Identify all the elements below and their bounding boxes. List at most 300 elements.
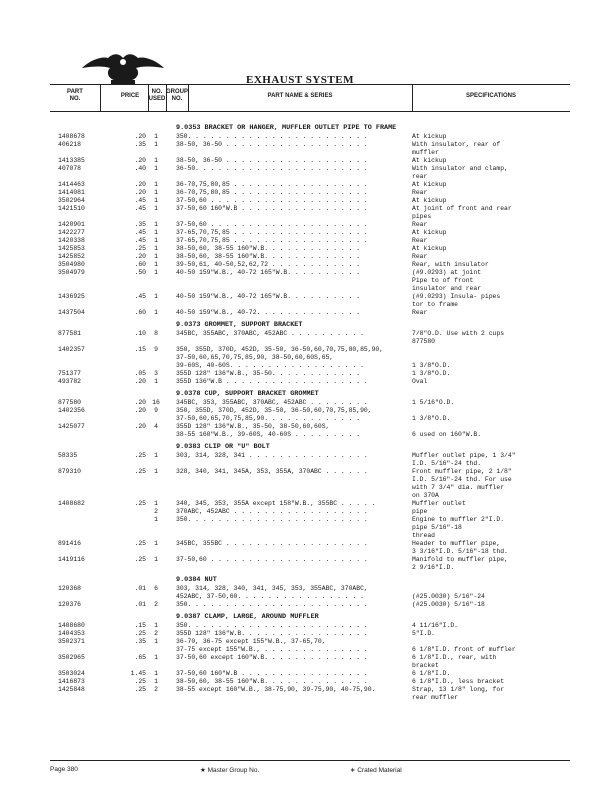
section-title: 9.0378 CUP, SUPPORT BRACKET GROMMET	[176, 390, 319, 398]
part-name: 37-75 except 155"W.B., . . . . . . . . . . . . . .	[176, 646, 368, 653]
specification: Manifold to muffler pipe,	[412, 556, 508, 563]
page-title: EXHAUST SYSTEM	[246, 74, 354, 86]
table-row	[0, 423, 612, 431]
part-name: 350, 355D, 370D, 452D, 35-50, 36-50,60,70,75,85,90,	[176, 407, 372, 414]
part-name: 37-65,70,75,85 . . . . . . . . . . . . . . . . . .	[176, 237, 368, 244]
price: .10	[134, 330, 146, 337]
number-used: 6	[154, 585, 158, 592]
table-row	[0, 370, 612, 378]
table-row	[0, 593, 612, 601]
table-row	[0, 585, 612, 593]
table-row	[0, 149, 612, 157]
specification: (#9.0293) Insula- pipes	[412, 293, 501, 300]
part-name: 40-50 159"W.B., 40-72 165"W.B. . . . . . . . . .	[176, 269, 361, 276]
table-row	[0, 245, 612, 253]
part-number: 891416	[58, 540, 82, 547]
number-used: 1	[154, 678, 158, 685]
price: .20	[134, 189, 146, 196]
number-used: 2	[154, 601, 158, 608]
part-name: 350, 355D, 370D, 452D, 35-50, 36-50,60,70,75,80,85,90,	[176, 346, 384, 353]
part-number: 1408680	[58, 622, 85, 629]
part-name: 37-50,60,65,70,75,85,90, 38-50,60,60S,65,	[176, 354, 334, 361]
specification: rear muffler	[412, 694, 459, 701]
part-number: 120368	[58, 585, 82, 592]
table-row	[0, 460, 612, 468]
part-number: 1421510	[58, 205, 85, 212]
specification: Rear	[412, 237, 428, 244]
table-row	[0, 346, 612, 354]
number-used: 1	[154, 189, 158, 196]
number-used: 1	[154, 205, 158, 212]
part-name: 350. . . . . . . . . . . . . . . . . . . . . . . .	[176, 622, 368, 629]
specification: tor to frame	[412, 301, 459, 308]
number-used: 1	[154, 293, 158, 300]
section-title: 9.0353 BRACKET OR HANGER, MUFFLER OUTLET PIPE TO FRAME	[176, 124, 397, 132]
table-row	[0, 399, 612, 407]
table-row	[0, 157, 612, 165]
price: .25	[134, 678, 146, 685]
part-number: 1436925	[58, 293, 85, 300]
price: .25	[134, 245, 146, 252]
price: .15	[134, 346, 146, 353]
specification: 1 3/8"O.D.	[412, 415, 451, 422]
table-row	[0, 601, 612, 609]
number-used: 1	[154, 181, 158, 188]
table-row	[0, 415, 612, 423]
part-number: 1437504	[58, 309, 85, 316]
table-row	[0, 181, 612, 189]
specification: At kickup	[412, 197, 447, 204]
part-name: 345BC, 355BC . . . . . . . . . . . . . . . . . . .	[176, 540, 368, 547]
table-row	[0, 622, 612, 630]
specification: At kickup	[412, 229, 447, 236]
price: .25	[134, 452, 146, 459]
table-row	[0, 269, 612, 277]
part-name: 36-50. . . . . . . . . . . . . . . . . . . . . . .	[176, 165, 368, 172]
table-row	[0, 694, 612, 702]
specification: pipe	[412, 508, 428, 515]
price: .05	[134, 370, 146, 377]
number-used: 1	[154, 253, 158, 260]
specification: Rear	[412, 221, 428, 228]
part-number: 1420901	[58, 221, 85, 228]
price: .20	[134, 378, 146, 385]
part-number: 879310	[58, 468, 82, 475]
part-number: 1404353	[58, 630, 85, 637]
part-number: 406218	[58, 141, 82, 148]
section-title: 9.0373 GROMMET, SUPPORT BRACKET	[176, 321, 303, 329]
table-row	[0, 362, 612, 370]
specification: At kickup	[412, 157, 447, 164]
specification: At kickup	[412, 181, 447, 188]
specification: on 370A	[412, 492, 439, 499]
part-name: 303, 314, 328, 340, 341, 345, 353, 355ABC, 370ABC,	[176, 585, 368, 592]
specification: 3 3/16"I.D. 5/16"-18 thd.	[412, 548, 508, 555]
parts-list	[0, 120, 612, 702]
part-number: 1408682	[58, 500, 85, 507]
table-row	[0, 330, 612, 338]
table-row	[0, 654, 612, 662]
part-name: 37-50,60 . . . . . . . . . . . . . . . . . . . . .	[176, 556, 368, 563]
specification: Oval	[412, 378, 428, 385]
number-used: 2	[154, 508, 158, 515]
part-number: 3502964	[58, 197, 85, 204]
number-used: 1	[154, 516, 158, 523]
table-row	[0, 564, 612, 572]
price: .20	[134, 407, 146, 414]
part-name: 37-50,60 160"W.B . . . . . . . . . . . . . . . . .	[176, 670, 368, 677]
col-name: PART NAME & SERIES	[267, 93, 333, 99]
part-number: 1425852	[58, 253, 85, 260]
specification: pipes	[412, 213, 432, 220]
number-used: 1	[154, 141, 158, 148]
number-used: 2	[154, 686, 158, 693]
price: .01	[134, 585, 146, 592]
part-number: 1425853	[58, 245, 85, 252]
specification: 5"I.D.	[412, 630, 436, 637]
number-used: 1	[154, 269, 158, 276]
number-used: 1	[154, 622, 158, 629]
number-used: 1	[154, 654, 158, 661]
table-row	[0, 670, 612, 678]
part-name: 38-55 160"W.B., 39-60S, 40-60S . . . . . . . . .	[176, 431, 361, 438]
specification: rear	[412, 173, 428, 180]
part-name: 350. . . . . . . . . . . . . . . . . . . . . . . .	[176, 516, 368, 523]
part-number: 3502371	[58, 638, 85, 645]
part-name: 37-50,60,65,70,75,85,90. . . . . . . . . . . . .	[176, 415, 361, 422]
part-name: 355D 128" 136"W.B., 35-50. . . . . . . . . . . .	[176, 370, 361, 377]
section-heading	[0, 386, 612, 399]
number-used: 1	[154, 452, 158, 459]
number-used: 1	[154, 378, 158, 385]
specification: Engine to muffler 2"I.D.	[412, 516, 505, 523]
table-row	[0, 293, 612, 301]
part-number: 1420338	[58, 237, 85, 244]
specification: Header to muffler pipe,	[412, 540, 501, 547]
crated-material-note: ∗ Crated Material	[350, 767, 402, 774]
table-row	[0, 165, 612, 173]
table-row	[0, 213, 612, 221]
price: .35	[134, 141, 146, 148]
price: .60	[134, 309, 146, 316]
part-name: 37-50,60 . . . . . . . . . . . . . . . . . . . . .	[176, 221, 368, 228]
part-name: 350. . . . . . . . . . . . . . . . . . . . . . . .	[176, 133, 368, 140]
specification: 1 5/16"O.D.	[412, 399, 455, 406]
specification: Front muffler pipe, 2 1/8"	[412, 468, 512, 475]
number-used: 3	[154, 370, 158, 377]
table-row	[0, 338, 612, 346]
part-number: 1425848	[58, 686, 85, 693]
table-row	[0, 524, 612, 532]
part-name: 37-50,60 160"W.B . . . . . . . . . . . . . . . . .	[176, 205, 368, 212]
table-row	[0, 133, 612, 141]
price: .45	[134, 205, 146, 212]
specification: With insulator and clamp,	[412, 165, 508, 172]
specification: 877580	[412, 338, 436, 345]
part-name: 355D 136"W.B . . . . . . . . . . . . . . . . . . .	[176, 378, 368, 385]
price: .25	[134, 468, 146, 475]
part-name: 340, 345, 353, 355A except 158"W.B., 355BC . . . . .	[176, 500, 376, 507]
part-name: 37-50,60 . . . . . . . . . . . . . . . . . . . . .	[176, 197, 368, 204]
number-used: 1	[154, 540, 158, 547]
part-name: 370ABC, 452ABC . . . . . . . . . . . . . . . . . .	[176, 508, 368, 515]
price: .40	[134, 165, 146, 172]
table-row	[0, 354, 612, 362]
table-row	[0, 468, 612, 476]
price: .25	[134, 686, 146, 693]
section-heading	[0, 572, 612, 585]
price: .15	[134, 622, 146, 629]
part-name: 345BC, 353, 355ABC, 370ABC, 452ABC . . . . . . . .	[176, 399, 368, 406]
section-heading	[0, 609, 612, 622]
part-name: 38-50, 36-50 . . . . . . . . . . . . . . . . . . .	[176, 141, 368, 148]
part-number: 1419116	[58, 556, 85, 563]
part-number: 3504979	[58, 269, 85, 276]
specification: Strap, 13 1/8" long, for	[412, 686, 505, 693]
table-row	[0, 638, 612, 646]
part-name: 38-50,60, 38-55 160"W.B. . . . . . . . . . . . .	[176, 245, 361, 252]
specification: 6 1/8"I.D.	[412, 670, 451, 677]
section-title: 9.0387 CLAMP, LARGE, AROUND MUFFLER	[176, 613, 319, 621]
col-specs: SPECIFICATIONS	[466, 93, 516, 99]
price: .45	[134, 197, 146, 204]
specification: insulator and rear	[412, 285, 482, 292]
number-used: 1	[154, 261, 158, 268]
specification: 7/8"O.D. Use with 2 cups	[412, 330, 505, 337]
price: .60	[134, 261, 146, 268]
number-used: 2	[154, 630, 158, 637]
table-row	[0, 540, 612, 548]
price: .20	[134, 253, 146, 260]
table-row	[0, 431, 612, 439]
col-used: NO. USED	[148, 89, 166, 102]
part-name: 37-65,70,75,85 . . . . . . . . . . . . . . . . . .	[176, 229, 368, 236]
part-number: 1425077	[58, 423, 85, 430]
part-number: 58335	[58, 452, 78, 459]
footer	[50, 760, 570, 774]
number-used: 1	[154, 500, 158, 507]
specification: 6 used on 160"W.B.	[412, 431, 482, 438]
price: .01	[134, 601, 146, 608]
table-row	[0, 630, 612, 638]
part-number: 877581	[58, 330, 82, 337]
part-name: 39-50,61, 40-50,52,62,72 . . . . . . . . . . . .	[176, 261, 361, 268]
price: .20	[134, 181, 146, 188]
col-price: PRICE	[120, 93, 140, 99]
table-row	[0, 378, 612, 386]
part-number: 877580	[58, 399, 82, 406]
table-row	[0, 484, 612, 492]
price: .25	[134, 500, 146, 507]
part-number: 1402356	[58, 407, 85, 414]
table-row	[0, 508, 612, 516]
table-row	[0, 646, 612, 654]
part-number: 1414463	[58, 181, 85, 188]
specification: muffler	[412, 149, 439, 156]
number-used: 1	[154, 229, 158, 236]
part-name: 303, 314, 328, 341 . . . . . . . . . . . . . . . .	[176, 452, 368, 459]
specification: I.D. 5/16"-24 thd. For use	[412, 476, 512, 483]
table-row	[0, 277, 612, 285]
part-name: 39-60S, 40-60S. . . . . . . . . . . . . . . . . .	[176, 362, 364, 369]
part-number: 1416873	[58, 678, 85, 685]
part-number: 751377	[58, 370, 82, 377]
price: .20	[134, 399, 146, 406]
specification: Muffler outlet pipe, 1 3/4"	[412, 452, 516, 459]
specification: At kickup	[412, 245, 447, 252]
specification: pipe 5/16"-18	[412, 524, 462, 531]
number-used: 16	[152, 399, 160, 406]
part-number: 1408678	[58, 133, 85, 140]
specification: 6 1/8"I.D. front of muffler	[412, 646, 516, 653]
specification: Pipe to of front	[412, 277, 474, 284]
part-number: 407078	[58, 165, 82, 172]
section-heading	[0, 120, 612, 133]
number-used: 4	[154, 423, 158, 430]
part-number: 1422277	[58, 229, 85, 236]
specification: bracket	[412, 662, 439, 669]
price: .35	[134, 221, 146, 228]
table-row	[0, 407, 612, 415]
specification: (#25.0030) 5/16"-24	[412, 593, 485, 600]
table-row	[0, 516, 612, 524]
specification: thread	[412, 532, 436, 539]
price: .35	[134, 638, 146, 645]
table-header	[50, 84, 570, 112]
page-number: Page 380	[50, 766, 78, 773]
part-number: 1413385	[58, 157, 85, 164]
table-row	[0, 173, 612, 181]
part-number: 1414081	[58, 189, 85, 196]
specification: 1 3/8"O.D.	[412, 370, 451, 377]
section-title: 9.0383 CLIP OR "U" BOLT	[176, 443, 270, 451]
part-name: 36-70,75,80,85 . . . . . . . . . . . . . . . . . .	[176, 189, 368, 196]
specification: Rear, with insulator	[412, 261, 489, 268]
part-number: 3502965	[58, 654, 85, 661]
number-used: 1	[154, 237, 158, 244]
price: 1.45	[130, 670, 146, 677]
specification: At joint of front and rear	[412, 205, 512, 212]
number-used: 1	[154, 157, 158, 164]
number-used: 1	[154, 221, 158, 228]
number-used: 1	[154, 556, 158, 563]
part-number: 120376	[58, 601, 82, 608]
specification: with 7 3/4" dia. muffler	[412, 484, 505, 491]
specification: Rear	[412, 189, 428, 196]
number-used: 1	[154, 197, 158, 204]
part-name: 38-55 except 160"W.B., 38-75,90, 39-75,90, 40-75,90.	[176, 686, 376, 693]
table-row	[0, 197, 612, 205]
price: .20	[134, 133, 146, 140]
price: .50	[134, 269, 146, 276]
table-row	[0, 662, 612, 670]
section-title: 9.0384 NUT	[176, 576, 217, 584]
number-used: 9	[154, 407, 158, 414]
number-used: 1	[154, 245, 158, 252]
price: .25	[134, 540, 146, 547]
part-number: 3503024	[58, 670, 85, 677]
part-number: 3504980	[58, 261, 85, 268]
table-row	[0, 686, 612, 694]
price: .20	[134, 157, 146, 164]
part-name: 37-50,60 except 160"W.B. . . . . . . . . . . . . .	[176, 654, 368, 661]
part-name: 328, 340, 341, 345A, 353, 355A, 370ABC . . . . . .	[176, 468, 368, 475]
table-row	[0, 205, 612, 213]
part-number: 1402357	[58, 346, 85, 353]
table-row	[0, 189, 612, 197]
table-row	[0, 476, 612, 484]
table-row	[0, 141, 612, 149]
price: .25	[134, 630, 146, 637]
section-heading	[0, 317, 612, 330]
part-name: 355D 128" 136"W.B. . . . . . . . . . . . . . . . .	[176, 630, 368, 637]
section-heading	[0, 439, 612, 452]
part-name: 345BC, 355ABC, 370ABC, 452ABC . . . . . . . . . .	[176, 330, 364, 337]
price: .45	[134, 293, 146, 300]
table-row	[0, 492, 612, 500]
table-row	[0, 253, 612, 261]
specification: With insulator, rear of	[412, 141, 501, 148]
specification: Muffler outlet	[412, 500, 466, 507]
number-used: 1	[154, 165, 158, 172]
table-row	[0, 309, 612, 317]
part-name: 40-50 159"W.B., 40-72 165"W.B. . . . . . . . . .	[176, 293, 361, 300]
part-name: 350. . . . . . . . . . . . . . . . . . . . . . . .	[176, 601, 368, 608]
col-part: PART NO.	[67, 89, 83, 102]
specification: (#9.0293) at joint	[412, 269, 482, 276]
number-used: 1	[154, 670, 158, 677]
number-used: 9	[154, 346, 158, 353]
number-used: 8	[154, 330, 158, 337]
specification: 1 3/8"O.D.	[412, 362, 451, 369]
specification: I.D. 5/16"-24 thd.	[412, 460, 482, 467]
table-row	[0, 229, 612, 237]
table-row	[0, 556, 612, 564]
table-row	[0, 678, 612, 686]
table-row	[0, 261, 612, 269]
price: .45	[134, 229, 146, 236]
part-number: 493782	[58, 378, 82, 385]
number-used: 1	[154, 638, 158, 645]
price: .20	[134, 423, 146, 430]
number-used: 1	[154, 468, 158, 475]
specification: At kickup	[412, 133, 447, 140]
specification: 2 9/16"I.D.	[412, 564, 455, 571]
number-used: 1	[154, 133, 158, 140]
table-row	[0, 237, 612, 245]
price: .25	[134, 556, 146, 563]
table-row	[0, 500, 612, 508]
part-name: 38-50,60, 38-55 160"W.B. . . . . . . . . . . . . .	[176, 678, 368, 685]
specification: Rear	[412, 253, 428, 260]
col-group: GROUP NO.	[166, 89, 189, 102]
part-name: 355D 128" 136"W.B., 35-50, 38-50,60,60S,	[176, 423, 330, 430]
table-row	[0, 301, 612, 309]
table-row	[0, 452, 612, 460]
number-used: 1	[154, 309, 158, 316]
specification: 4 11/16"I.D.	[412, 622, 459, 629]
price: .65	[134, 654, 146, 661]
specification: Rear	[412, 309, 428, 316]
table-row	[0, 532, 612, 540]
master-group-note: ★ Master Group No.	[200, 767, 260, 774]
table-row	[0, 285, 612, 293]
specification: 6 1/8"I.D., rear, with	[412, 654, 497, 661]
part-name: 38-50, 36-50 . . . . . . . . . . . . . . . . . . .	[176, 157, 368, 164]
part-name: 452ABC, 37-50,60. . . . . . . . . . . . . . . . .	[176, 593, 364, 600]
price: .45	[134, 237, 146, 244]
part-name: 36-70,75,80,85 . . . . . . . . . . . . . . . . . .	[176, 181, 368, 188]
